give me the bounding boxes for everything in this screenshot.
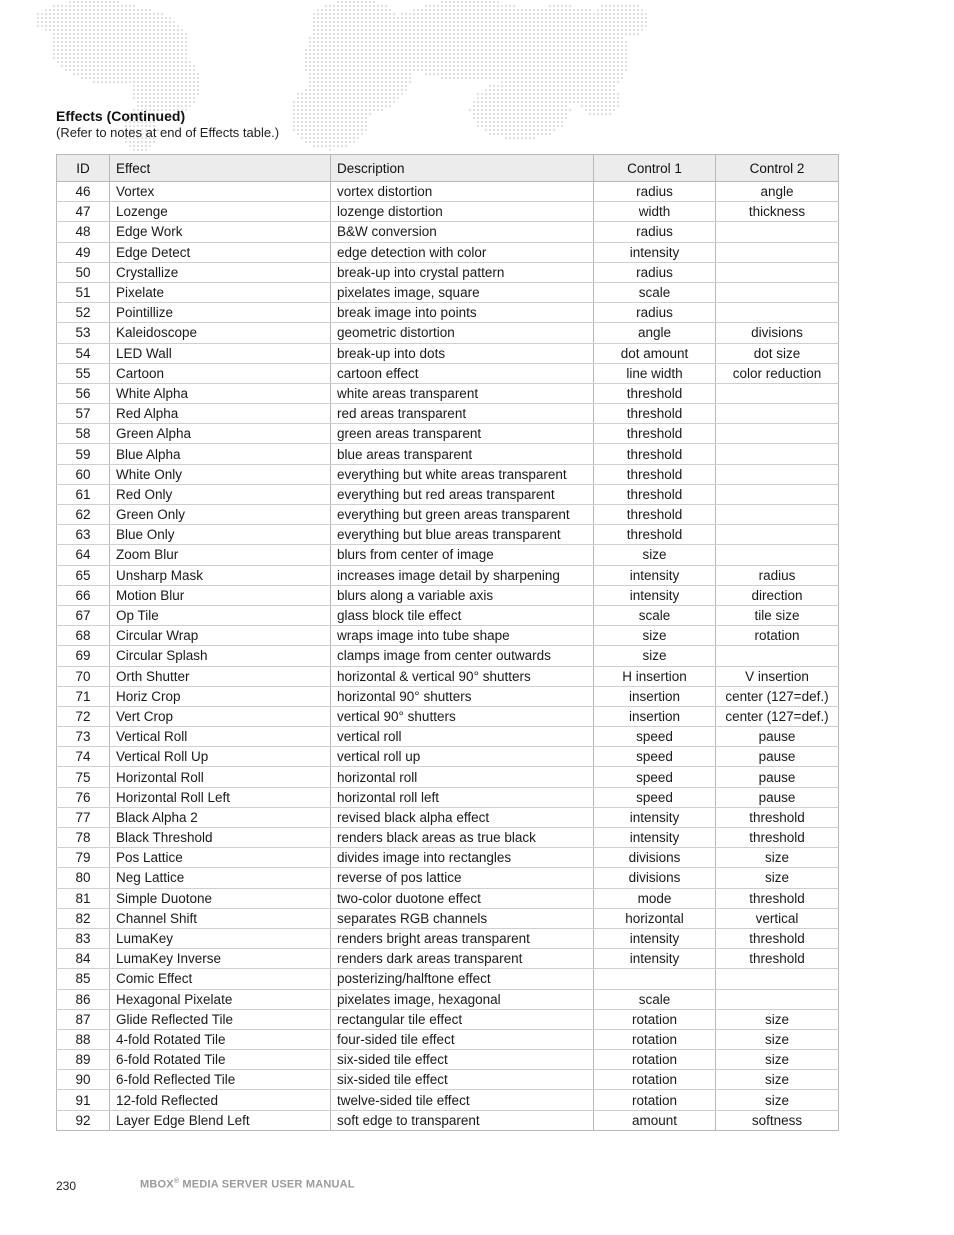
header-control-2: Control 2 [716, 155, 839, 182]
cell-control-2 [716, 262, 839, 282]
cell-id: 82 [57, 908, 110, 928]
table-row [57, 505, 839, 525]
cell-id: 77 [57, 807, 110, 827]
cell-effect: Horizontal Roll [110, 767, 331, 787]
cell-id: 66 [57, 585, 110, 605]
cell-description: horizontal roll left [331, 787, 594, 807]
cell-id: 48 [57, 222, 110, 242]
cell-description: wraps image into tube shape [331, 626, 594, 646]
cell-control-2: size [716, 1029, 839, 1049]
cell-control-1: rotation [594, 1090, 716, 1110]
cell-control-2: softness [716, 1110, 839, 1130]
cell-effect: Vortex [110, 182, 331, 202]
cell-effect: Layer Edge Blend Left [110, 1110, 331, 1130]
cell-description: blue areas transparent [331, 444, 594, 464]
section-note: (Refer to notes at end of Effects table.) [56, 125, 280, 140]
cell-control-1: size [594, 545, 716, 565]
cell-control-2: threshold [716, 949, 839, 969]
cell-control-2 [716, 525, 839, 545]
cell-description: edge detection with color [331, 242, 594, 262]
cell-control-1: insertion [594, 686, 716, 706]
table-row [57, 464, 839, 484]
table-row [57, 343, 839, 363]
cell-description: break image into points [331, 303, 594, 323]
cell-description: six-sided tile effect [331, 1070, 594, 1090]
table-row [57, 323, 839, 343]
cell-control-2: pause [716, 767, 839, 787]
cell-id: 89 [57, 1050, 110, 1070]
cell-control-2: divisions [716, 323, 839, 343]
table-row [57, 686, 839, 706]
table-row [57, 424, 839, 444]
cell-id: 91 [57, 1090, 110, 1110]
table-row [57, 545, 839, 565]
cell-effect: LumaKey Inverse [110, 949, 331, 969]
cell-effect: Blue Alpha [110, 444, 331, 464]
cell-control-1: intensity [594, 242, 716, 262]
table-row [57, 1090, 839, 1110]
cell-id: 63 [57, 525, 110, 545]
cell-effect: LED Wall [110, 343, 331, 363]
header-control-1: Control 1 [594, 155, 716, 182]
table-row [57, 928, 839, 948]
cell-control-2 [716, 222, 839, 242]
cell-effect: Zoom Blur [110, 545, 331, 565]
cell-control-1: divisions [594, 848, 716, 868]
cell-control-2: dot size [716, 343, 839, 363]
cell-control-1: intensity [594, 828, 716, 848]
cell-id: 69 [57, 646, 110, 666]
cell-id: 51 [57, 282, 110, 302]
manual-title-brand: MBOX [140, 1178, 174, 1191]
table-row [57, 626, 839, 646]
cell-control-2: pause [716, 747, 839, 767]
header-id: ID [57, 155, 110, 182]
cell-id: 59 [57, 444, 110, 464]
cell-control-2 [716, 505, 839, 525]
table-row [57, 282, 839, 302]
cell-description: renders black areas as true black [331, 828, 594, 848]
cell-effect: Red Only [110, 484, 331, 504]
cell-id: 88 [57, 1029, 110, 1049]
cell-id: 62 [57, 505, 110, 525]
table-row [57, 787, 839, 807]
cell-description: revised black alpha effect [331, 807, 594, 827]
table-row [57, 1050, 839, 1070]
cell-control-1: speed [594, 787, 716, 807]
table-row [57, 727, 839, 747]
table-row [57, 383, 839, 403]
cell-id: 49 [57, 242, 110, 262]
cell-control-2: angle [716, 182, 839, 202]
cell-description: horizontal & vertical 90° shutters [331, 666, 594, 686]
cell-description: lozenge distortion [331, 202, 594, 222]
cell-id: 87 [57, 1009, 110, 1029]
cell-description: everything but green areas transparent [331, 505, 594, 525]
cell-id: 67 [57, 605, 110, 625]
cell-id: 84 [57, 949, 110, 969]
cell-control-1: rotation [594, 1029, 716, 1049]
table-row [57, 969, 839, 989]
cell-control-2: size [716, 868, 839, 888]
table-row [57, 585, 839, 605]
cell-control-1: speed [594, 727, 716, 747]
table-row [57, 303, 839, 323]
cell-id: 68 [57, 626, 110, 646]
cell-control-2: V insertion [716, 666, 839, 686]
manual-title-rest: MEDIA SERVER USER MANUAL [179, 1178, 355, 1191]
cell-description: blurs along a variable axis [331, 585, 594, 605]
cell-effect: Vertical Roll Up [110, 747, 331, 767]
cell-description: blurs from center of image [331, 545, 594, 565]
table-row [57, 525, 839, 545]
table-row [57, 888, 839, 908]
cell-control-2: color reduction [716, 363, 839, 383]
cell-id: 65 [57, 565, 110, 585]
cell-description: break-up into crystal pattern [331, 262, 594, 282]
cell-control-2 [716, 989, 839, 1009]
table-row [57, 1110, 839, 1130]
cell-control-1: threshold [594, 383, 716, 403]
cell-description: horizontal 90° shutters [331, 686, 594, 706]
table-header-row [57, 155, 839, 182]
cell-effect: Black Alpha 2 [110, 807, 331, 827]
cell-id: 74 [57, 747, 110, 767]
cell-id: 72 [57, 706, 110, 726]
table-row [57, 767, 839, 787]
cell-description: red areas transparent [331, 404, 594, 424]
cell-control-1: rotation [594, 1009, 716, 1029]
table-row [57, 484, 839, 504]
cell-description: geometric distortion [331, 323, 594, 343]
cell-effect: Neg Lattice [110, 868, 331, 888]
cell-effect: Circular Splash [110, 646, 331, 666]
cell-description: pixelates image, square [331, 282, 594, 302]
table-row [57, 1029, 839, 1049]
cell-effect: Pixelate [110, 282, 331, 302]
cell-id: 57 [57, 404, 110, 424]
cell-control-1: intensity [594, 949, 716, 969]
cell-control-2 [716, 444, 839, 464]
cell-control-2: rotation [716, 626, 839, 646]
cell-control-2: thickness [716, 202, 839, 222]
header-effect: Effect [110, 155, 331, 182]
cell-control-2 [716, 545, 839, 565]
cell-id: 85 [57, 969, 110, 989]
cell-description: everything but red areas transparent [331, 484, 594, 504]
table-row [57, 646, 839, 666]
cell-effect: 12-fold Reflected [110, 1090, 331, 1110]
table-row [57, 363, 839, 383]
cell-description: everything but blue areas transparent [331, 525, 594, 545]
cell-effect: Horiz Crop [110, 686, 331, 706]
cell-id: 60 [57, 464, 110, 484]
cell-description: cartoon effect [331, 363, 594, 383]
cell-control-1: scale [594, 989, 716, 1009]
table-row [57, 848, 839, 868]
cell-effect: Crystallize [110, 262, 331, 282]
cell-effect: Comic Effect [110, 969, 331, 989]
cell-effect: Hexagonal Pixelate [110, 989, 331, 1009]
table-row [57, 989, 839, 1009]
cell-control-2: size [716, 1009, 839, 1029]
cell-control-1: intensity [594, 928, 716, 948]
cell-control-1: divisions [594, 868, 716, 888]
cell-control-2 [716, 383, 839, 403]
cell-control-2: center (127=def.) [716, 686, 839, 706]
cell-control-1: dot amount [594, 343, 716, 363]
table-row [57, 949, 839, 969]
cell-description: vortex distortion [331, 182, 594, 202]
cell-id: 92 [57, 1110, 110, 1130]
cell-id: 64 [57, 545, 110, 565]
section-title: Effects (Continued) [56, 108, 186, 124]
cell-description: renders bright areas transparent [331, 928, 594, 948]
cell-control-1: angle [594, 323, 716, 343]
table-row [57, 807, 839, 827]
cell-description: everything but white areas transparent [331, 464, 594, 484]
cell-effect: Pointillize [110, 303, 331, 323]
cell-control-1: size [594, 646, 716, 666]
table-row [57, 605, 839, 625]
cell-control-1: speed [594, 767, 716, 787]
cell-control-2: radius [716, 565, 839, 585]
cell-control-1: threshold [594, 444, 716, 464]
cell-control-2: pause [716, 727, 839, 747]
cell-description: reverse of pos lattice [331, 868, 594, 888]
cell-effect: Vertical Roll [110, 727, 331, 747]
cell-control-1: amount [594, 1110, 716, 1130]
cell-effect: Channel Shift [110, 908, 331, 928]
table-row [57, 747, 839, 767]
cell-control-1: radius [594, 182, 716, 202]
cell-control-1: threshold [594, 404, 716, 424]
cell-control-1: horizontal [594, 908, 716, 928]
cell-description: pixelates image, hexagonal [331, 989, 594, 1009]
cell-control-2: threshold [716, 828, 839, 848]
table-row [57, 262, 839, 282]
cell-id: 71 [57, 686, 110, 706]
cell-id: 53 [57, 323, 110, 343]
cell-description: twelve-sided tile effect [331, 1090, 594, 1110]
cell-description: B&W conversion [331, 222, 594, 242]
cell-effect: Simple Duotone [110, 888, 331, 908]
cell-control-2: vertical [716, 908, 839, 928]
cell-id: 79 [57, 848, 110, 868]
table-body [57, 182, 839, 1131]
cell-control-1: scale [594, 282, 716, 302]
cell-effect: Black Threshold [110, 828, 331, 848]
cell-description: soft edge to transparent [331, 1110, 594, 1130]
cell-control-2: center (127=def.) [716, 706, 839, 726]
cell-effect: Edge Detect [110, 242, 331, 262]
cell-effect: Vert Crop [110, 706, 331, 726]
cell-description: vertical roll up [331, 747, 594, 767]
cell-control-1: intensity [594, 585, 716, 605]
cell-description: separates RGB channels [331, 908, 594, 928]
cell-control-2 [716, 282, 839, 302]
cell-control-1: radius [594, 262, 716, 282]
cell-description: four-sided tile effect [331, 1029, 594, 1049]
cell-control-2: tile size [716, 605, 839, 625]
cell-id: 83 [57, 928, 110, 948]
cell-control-2: threshold [716, 888, 839, 908]
cell-id: 56 [57, 383, 110, 403]
cell-control-2 [716, 464, 839, 484]
cell-effect: 6-fold Reflected Tile [110, 1070, 331, 1090]
registered-mark: ® [173, 1178, 180, 1185]
cell-effect: Pos Lattice [110, 848, 331, 868]
cell-description: white areas transparent [331, 383, 594, 403]
cell-id: 73 [57, 727, 110, 747]
table-row [57, 908, 839, 928]
cell-id: 50 [57, 262, 110, 282]
cell-control-2: size [716, 1050, 839, 1070]
page-number: 230 [56, 1179, 77, 1193]
cell-description: posterizing/halftone effect [331, 969, 594, 989]
table-row [57, 182, 839, 202]
effects-table [56, 154, 839, 1131]
cell-control-2 [716, 303, 839, 323]
cell-description: glass block tile effect [331, 605, 594, 625]
cell-description: six-sided tile effect [331, 1050, 594, 1070]
section-heading [56, 107, 279, 141]
cell-id: 81 [57, 888, 110, 908]
cell-effect: White Alpha [110, 383, 331, 403]
manual-title [140, 1178, 355, 1191]
table-row [57, 222, 839, 242]
cell-description: horizontal roll [331, 767, 594, 787]
cell-control-2: threshold [716, 807, 839, 827]
table-row [57, 565, 839, 585]
cell-id: 58 [57, 424, 110, 444]
cell-id: 78 [57, 828, 110, 848]
table-row [57, 828, 839, 848]
cell-control-1: threshold [594, 525, 716, 545]
cell-control-1: H insertion [594, 666, 716, 686]
header-description: Description [331, 155, 594, 182]
cell-effect: 6-fold Rotated Tile [110, 1050, 331, 1070]
cell-effect: Glide Reflected Tile [110, 1009, 331, 1029]
cell-id: 55 [57, 363, 110, 383]
cell-control-1: threshold [594, 464, 716, 484]
cell-control-2 [716, 242, 839, 262]
cell-control-2 [716, 404, 839, 424]
cell-effect: LumaKey [110, 928, 331, 948]
cell-id: 90 [57, 1070, 110, 1090]
cell-id: 76 [57, 787, 110, 807]
cell-effect: Orth Shutter [110, 666, 331, 686]
table-row [57, 706, 839, 726]
cell-effect: 4-fold Rotated Tile [110, 1029, 331, 1049]
cell-description: increases image detail by sharpening [331, 565, 594, 585]
cell-control-1: radius [594, 222, 716, 242]
cell-control-1: radius [594, 303, 716, 323]
cell-control-2: direction [716, 585, 839, 605]
cell-description: renders dark areas transparent [331, 949, 594, 969]
table-row [57, 404, 839, 424]
cell-effect: Cartoon [110, 363, 331, 383]
cell-effect: Red Alpha [110, 404, 331, 424]
cell-id: 52 [57, 303, 110, 323]
cell-control-1: intensity [594, 807, 716, 827]
cell-control-1: mode [594, 888, 716, 908]
cell-id: 86 [57, 989, 110, 1009]
cell-effect: Motion Blur [110, 585, 331, 605]
cell-control-1: rotation [594, 1070, 716, 1090]
table-row [57, 1009, 839, 1029]
cell-control-2: size [716, 1070, 839, 1090]
cell-id: 46 [57, 182, 110, 202]
cell-control-2 [716, 646, 839, 666]
cell-control-1: speed [594, 747, 716, 767]
cell-effect: Edge Work [110, 222, 331, 242]
cell-effect: Horizontal Roll Left [110, 787, 331, 807]
cell-description: two-color duotone effect [331, 888, 594, 908]
table-row [57, 202, 839, 222]
cell-control-1: line width [594, 363, 716, 383]
cell-control-1: size [594, 626, 716, 646]
cell-description: green areas transparent [331, 424, 594, 444]
cell-control-1: insertion [594, 706, 716, 726]
cell-effect: Unsharp Mask [110, 565, 331, 585]
table-row [57, 868, 839, 888]
cell-id: 47 [57, 202, 110, 222]
cell-description: vertical roll [331, 727, 594, 747]
cell-control-1: threshold [594, 424, 716, 444]
cell-description: clamps image from center outwards [331, 646, 594, 666]
cell-control-2: size [716, 1090, 839, 1110]
cell-control-1: rotation [594, 1050, 716, 1070]
cell-description: rectangular tile effect [331, 1009, 594, 1029]
cell-control-1: scale [594, 605, 716, 625]
cell-id: 70 [57, 666, 110, 686]
cell-description: vertical 90° shutters [331, 706, 594, 726]
cell-id: 54 [57, 343, 110, 363]
cell-effect: Lozenge [110, 202, 331, 222]
table-row [57, 242, 839, 262]
cell-effect: Op Tile [110, 605, 331, 625]
cell-control-2 [716, 484, 839, 504]
cell-effect: Green Only [110, 505, 331, 525]
cell-id: 80 [57, 868, 110, 888]
cell-control-2: size [716, 848, 839, 868]
cell-control-1: width [594, 202, 716, 222]
cell-id: 75 [57, 767, 110, 787]
cell-control-2: threshold [716, 928, 839, 948]
cell-effect: Kaleidoscope [110, 323, 331, 343]
cell-control-2: pause [716, 787, 839, 807]
cell-description: divides image into rectangles [331, 848, 594, 868]
cell-effect: White Only [110, 464, 331, 484]
cell-id: 61 [57, 484, 110, 504]
cell-control-1: threshold [594, 505, 716, 525]
cell-description: break-up into dots [331, 343, 594, 363]
cell-effect: Blue Only [110, 525, 331, 545]
table-row [57, 666, 839, 686]
cell-effect: Green Alpha [110, 424, 331, 444]
cell-control-2 [716, 424, 839, 444]
cell-effect: Circular Wrap [110, 626, 331, 646]
cell-control-1: intensity [594, 565, 716, 585]
table-row [57, 1070, 839, 1090]
cell-control-1 [594, 969, 716, 989]
cell-control-1: threshold [594, 484, 716, 504]
table-row [57, 444, 839, 464]
cell-control-2 [716, 969, 839, 989]
